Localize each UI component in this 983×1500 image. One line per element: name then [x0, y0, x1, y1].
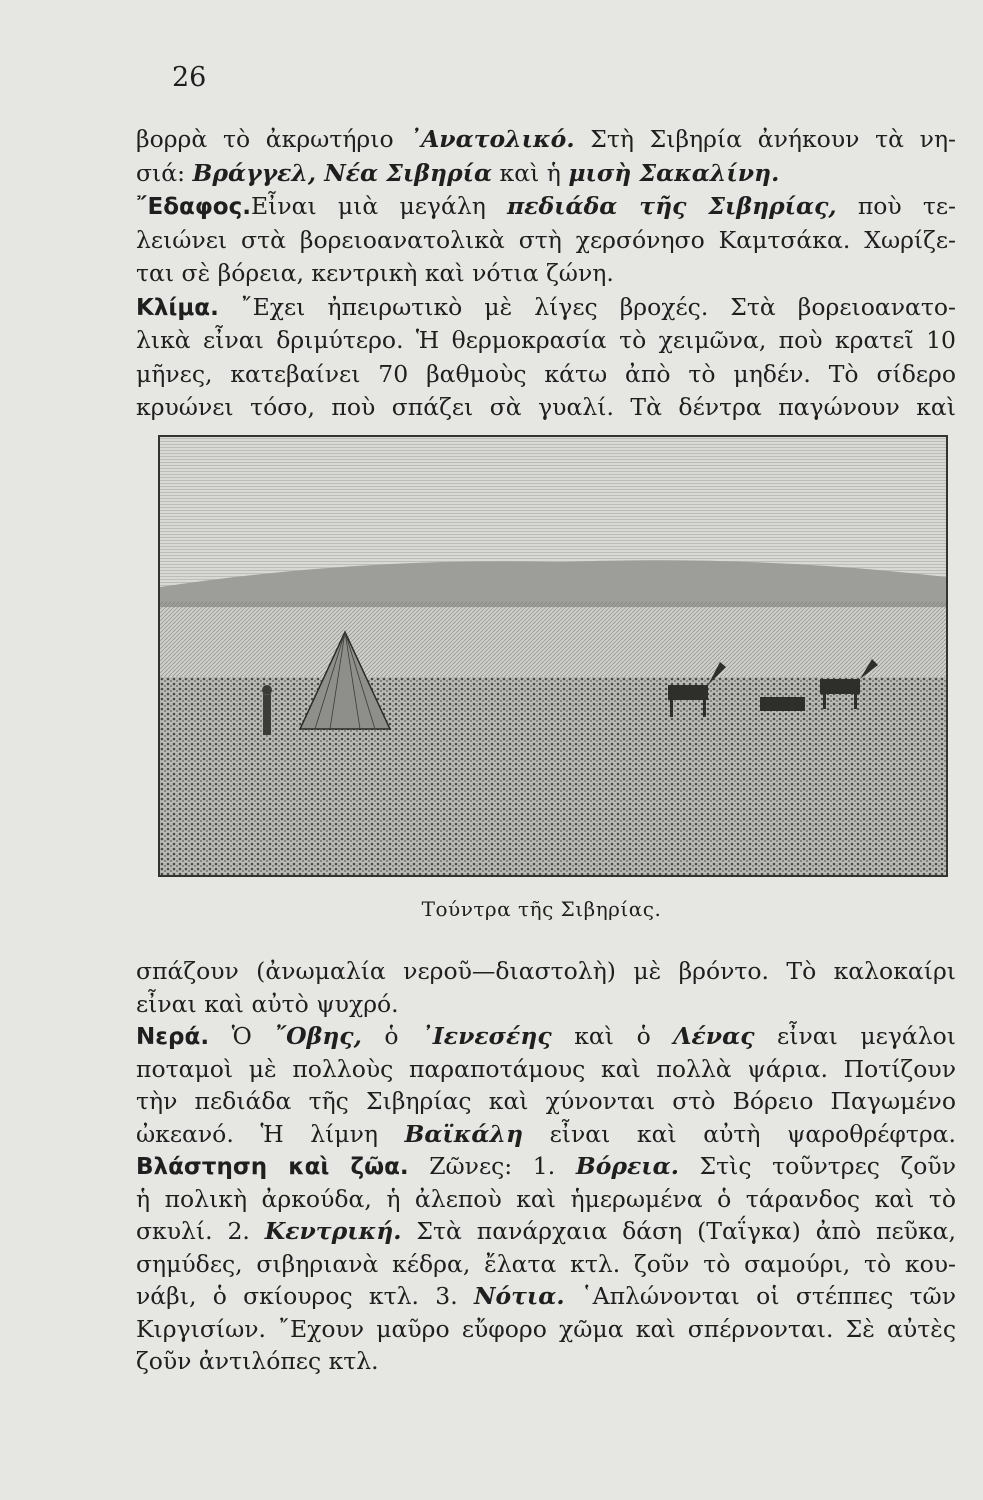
text-run: ὁ	[361, 1022, 422, 1050]
text-line	[136, 1249, 956, 1278]
text-run: ᾿Ανατολικό.	[409, 125, 575, 153]
text-run: Στὶς τοῦντρες ζοῦν	[678, 1152, 956, 1180]
text-run: Νερά.	[136, 1024, 210, 1050]
text-line	[136, 1152, 956, 1180]
text-run: Βράγγελ, Νέα Σιβηρία	[192, 158, 493, 187]
text-line	[136, 192, 956, 220]
text-line	[136, 1217, 956, 1245]
text-run: Βαϊκάλη	[404, 1119, 524, 1148]
text-run: σπάζουν (ἀνωμαλία νεροῦ—διαστολὴ) μὲ βρόντο. Τὸ καλοκαίρι	[136, 957, 956, 985]
text-run: σημύδες, σιβηριανὰ κέδρα, ἔλατα κτλ. ζοῦν τὸ σαμούρι, τὸ κου-	[136, 1249, 956, 1278]
text-run: πεδιάδα τῆς Σιβηρίας,	[506, 192, 837, 220]
text-line	[136, 393, 956, 421]
text-line	[136, 989, 956, 1018]
text-run: Λένας	[673, 1022, 755, 1050]
text-run: Βόρεια.	[575, 1152, 679, 1180]
text-run: Κιργισίων. ῎Εχουν μαῦρο εὔφορο χῶμα καὶ σπέρνονται. Σὲ αὐτὲς	[136, 1314, 956, 1343]
text-run: βορρὰ τὸ ἀκρωτήριο	[136, 125, 410, 153]
text-run: ῎Οβης,	[274, 1022, 362, 1050]
text-run: ῾Απλώνονται οἱ στέππες τῶν	[564, 1282, 956, 1310]
text-run: σιά:	[136, 158, 193, 187]
text-line	[136, 1184, 956, 1213]
text-run: ποὺ τε-	[836, 192, 956, 220]
tundra-illustration	[158, 435, 948, 877]
text-line	[136, 292, 956, 321]
text-run: εἶναι καὶ αὐτὸ ψυχρό.	[136, 989, 399, 1018]
text-run: Ὁ	[209, 1022, 275, 1050]
text-line	[136, 1087, 956, 1115]
text-line	[136, 158, 956, 187]
text-run: Κεντρική.	[264, 1217, 402, 1245]
text-run: τὴν πεδιάδα τῆς Σιβηρίας καὶ χύνονται στὸ Βόρειο Παγωμένο	[136, 1087, 956, 1115]
text-run: μῆνες, κατεβαίνει 70 βαθμοὺς κάτω ἀπὸ τὸ μηδέν. Τὸ σίδερο	[136, 359, 956, 388]
tundra-engraving	[160, 437, 946, 875]
text-run: καὶ ὁ	[551, 1022, 674, 1050]
text-run: ποταμοὶ μὲ πολλοὺς παραποτάμους καὶ πολλὰ ψάρια. Ποτίζουν	[136, 1054, 956, 1083]
text-run: ται σὲ βόρεια, κεντρικὴ καὶ νότια ζώνη.	[136, 259, 614, 287]
text-run: Βλάστηση καὶ ζῶα.	[136, 1154, 409, 1180]
text-run: Κλίμα.	[136, 294, 219, 321]
text-run: κρυώνει τόσο, ποὺ σπάζει σὰ γυαλί. Τὰ δέντρα παγώνουν καὶ	[136, 393, 956, 421]
text-line	[136, 359, 956, 388]
text-line	[136, 125, 956, 153]
text-run: ῎Εδαφος.	[136, 194, 251, 220]
text-run: Στὴ Σιβηρία ἀνήκουν τὰ νη-	[574, 125, 956, 153]
text-run: καὶ ἡ	[492, 158, 569, 187]
text-run: ἡ πολικὴ ἀρκούδα, ἡ ἀλεποὺ καὶ ἡμερωμένα ὁ τάρανδος καὶ τὸ	[136, 1184, 956, 1213]
text-run: εἶναι μεγάλοι	[754, 1022, 956, 1050]
text-line	[136, 1282, 956, 1310]
text-line	[136, 957, 956, 985]
text-line	[136, 1119, 956, 1148]
text-run: λειώνει στὰ βορειοανατολικὰ στὴ χερσόνησο Καμτσάκα. Χωρίζε-	[136, 225, 956, 254]
text-line	[136, 1347, 956, 1375]
text-run: λικὰ εἶναι δριμύτερο. Ἡ θερμοκρασία τὸ χειμῶνα, ποὺ κρατεῖ 10	[136, 326, 956, 354]
text-run: μισὴ Σακαλίνη.	[568, 158, 780, 187]
text-line	[136, 225, 956, 254]
text-run: ῎Εχει ἠπειρωτικὸ μὲ λίγες βροχές. Στὰ βορειοανατο-	[218, 292, 956, 321]
text-line	[136, 326, 956, 354]
text-run: Νότια.	[473, 1282, 565, 1310]
text-run: Ζῶνες: 1.	[408, 1152, 576, 1180]
text-run: εἶναι καὶ αὐτὴ ψαροθρέφτρα.	[523, 1119, 956, 1148]
text-run: νάβι, ὁ σκίουρος κτλ. 3.	[136, 1282, 474, 1310]
text-line	[136, 1054, 956, 1083]
text-run: ᾿Ιενεσέης	[421, 1022, 552, 1050]
text-run: ζοῦν ἀντιλόπες κτλ.	[136, 1347, 379, 1375]
text-line	[136, 1314, 956, 1343]
text-run: Εἶναι μιὰ μεγάλη	[250, 192, 507, 220]
text-run: ὠκεανό. Ἡ λίμνη	[136, 1119, 405, 1148]
text-line	[136, 259, 956, 287]
text-run: Στὰ πανάρχαια δάση (Ταΐγκα) ἀπὸ πεῦκα,	[401, 1217, 956, 1245]
figure-caption: Τούντρα τῆς Σιβηρίας.	[421, 897, 662, 921]
text-line	[136, 1022, 956, 1050]
page-number: 26	[172, 62, 207, 93]
text-run: σκυλί. 2.	[136, 1217, 265, 1245]
